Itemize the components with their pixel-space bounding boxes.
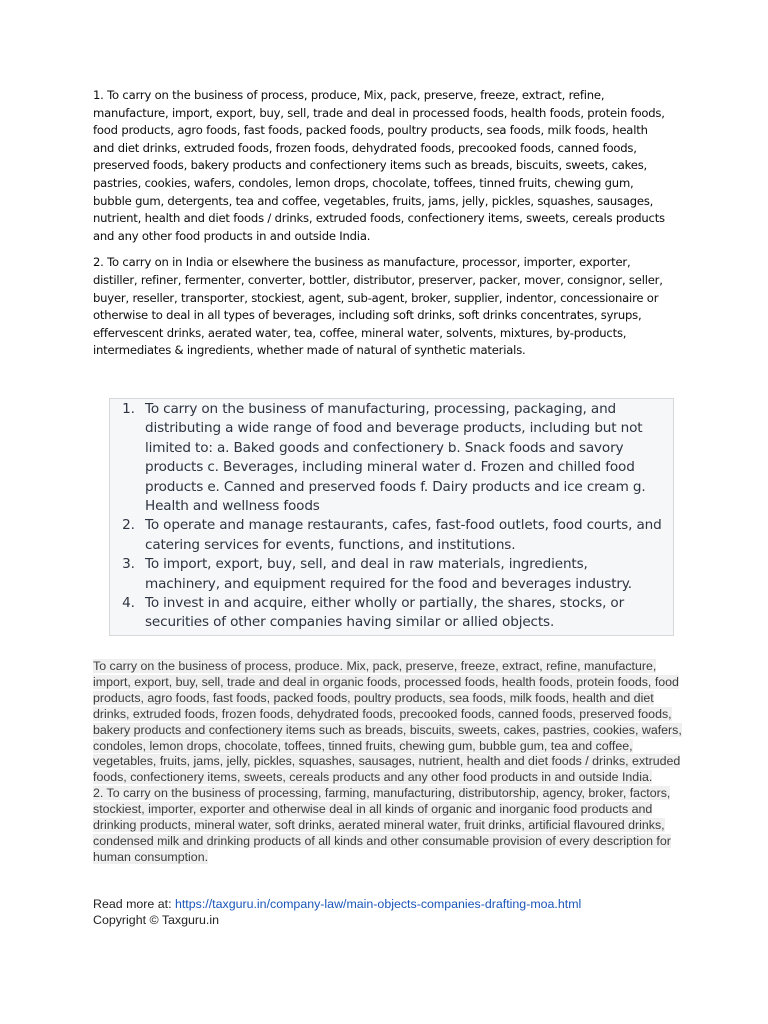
- read-more-line: [93, 897, 693, 913]
- object-paragraph-1: 1. To carry on the business of process, produce, Mix, pack, preserve, freeze, extract, refine, manufacture, import, export, buy, sell, trade and deal in processed foods, health foods, protein foods, food products, agro foods, fast foods, packed foods, poultry products, sea foods, milk foods, health and diet drinks, extruded foods, frozen foods, dehydrated foods, precooked foods, canned foods, preserved foods, bakery products and confectionery items such as breads, biscuits, sweets, cakes, pastries, cookies, wafers, condoles, lemon drops, chocolate, toffees, tinned fruits, chewing gum, bubble gum, detergents, tea and coffee, vegetables, fruits, jams, jelly, pickles, squashes, sausages, nutrient, health and diet foods / drinks, extruded foods, confectionery items, sweets, cereals products and any other food products in and outside India.: [93, 88, 665, 243]
- list-item: 1. To carry on the business of manufacturing, processing, packaging, and distributing a wide range of food and beverage products, including but not limited to: a. Baked goods and confectionery b. Snack foods and savory products c. Beverages, including mineral water d. Frozen and chilled food products e. Canned and preserved foods f. Dairy products and ice cream g. Health and wellness foods: [139, 400, 665, 516]
- highlighted-text-1: To carry on the business of process, produce. Mix, pack, preserve, freeze, extract, refine, manufacture, import, export, buy, sell, trade and deal in organic foods, processed foods, health foods, protein foods, food products, agro foods, fast foods, packed foods, poultry products, sea foods, milk foods, health and diet drinks, extruded foods, frozen foods, dehydrated foods, precooked foods, canned foods, preserved foods, bakery products and confectionery items such as breads, biscuits, sweets, cakes, pastries, cookies, wafers, condoles, lemon drops, chocolate, toffees, tinned fruits, chewing gum, bubble gum, tea and coffee, vegetables, fruits, jams, jelly, pickles, squashes, sausages, nutrient, health and diet foods / drinks, extruded foods, confectionery items, sweets, cereals products and any other food products in and outside India.: [93, 659, 682, 785]
- list-item: 2. To operate and manage restaurants, cafes, fast-food outlets, food courts, and catering services for events, functions, and institutions.: [139, 516, 665, 555]
- read-more-label: Read more at:: [93, 897, 175, 911]
- highlighted-paragraph: [93, 659, 683, 866]
- ordered-list: [116, 400, 665, 633]
- objects-section-bold: [93, 87, 665, 369]
- copyright-text: Copyright © Taxguru.in: [93, 912, 219, 927]
- list-item: 3. To import, export, buy, sell, and deal in raw materials, ingredients, machinery, and equipment required for the food and beverages industry.: [139, 555, 665, 594]
- object-paragraph-2: 2. To carry on in India or elsewhere the business as manufacture, processor, importer, exporter, distiller, refiner, fermenter, converter, bottler, distributor, preserver, packer, mover, consignor, seller, buyer, reseller, transporter, stockiest, agent, sub-agent, broker, supplier, indentor, concessionaire or otherwise to deal in all types of beverages, including soft drinks, soft drinks concentrates, syrups, effervescent drinks, aerated water, tea, coffee, mineral water, solvents, mixtures, by-products, intermediates & ingredients, whether made of natural of synthetic materials.: [93, 255, 663, 358]
- list-item: 4. To invest in and acquire, either wholly or partially, the shares, stocks, or securities of other companies having similar or allied objects.: [139, 594, 665, 633]
- objects-boxed-list: [109, 398, 674, 636]
- objects-section-highlighted: [93, 659, 683, 866]
- highlighted-text-2: 2. To carry on the business of processing, farming, manufacturing, distributorship, agency, broker, factors, stockiest, importer, exporter and otherwise deal in all kinds of organic and inorganic food products and drinking products, mineral water, soft drinks, aerated mineral water, fruit drinks, artificial flavoured drinks, condensed milk and drinking products of all kinds and other consumable provision of every description for human consumption.: [93, 786, 671, 864]
- source-footer: [93, 897, 693, 929]
- source-link[interactable]: https://taxguru.in/company-law/main-objects-companies-drafting-moa.html: [174, 897, 582, 911]
